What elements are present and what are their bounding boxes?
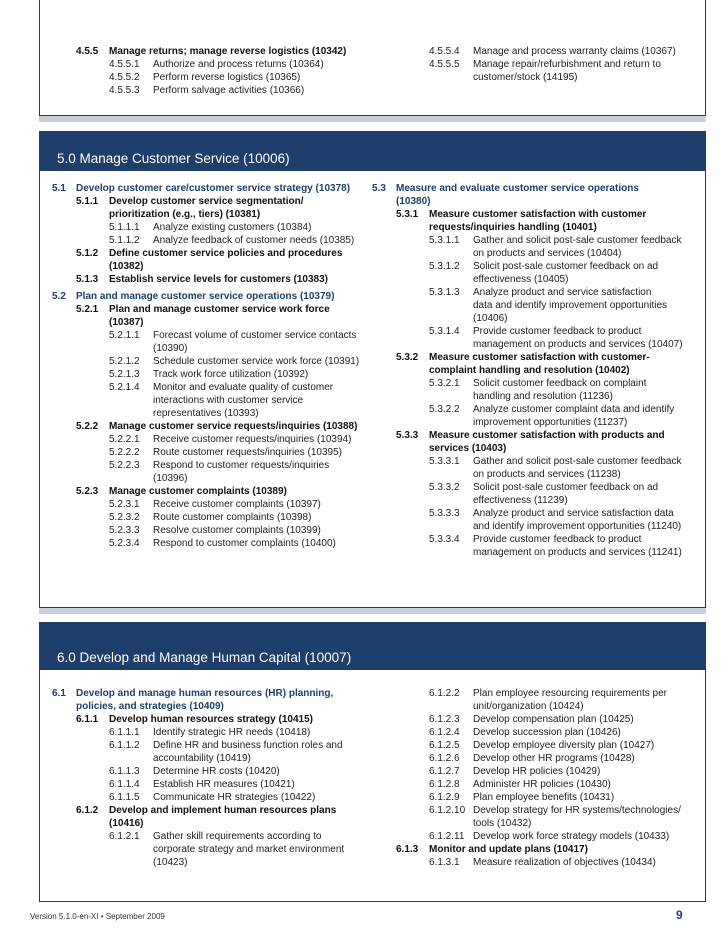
outline-text: Determine HR costs (10420) — [153, 766, 280, 777]
outline-text: Provide customer feedback to product — [473, 326, 642, 337]
outline-text: Develop human resources strategy (10415) — [109, 714, 313, 725]
outline-number: 5.1.2 — [76, 248, 99, 259]
outline-text: Manage customer service requests/inquiries (10388) — [109, 421, 358, 432]
outline-text: Analyze customer complaint data and identify — [473, 404, 675, 415]
outline-text: effectiveness (11239) — [473, 495, 568, 506]
outline-number: 5.3.1.2 — [429, 261, 460, 272]
outline-text: Gather and solicit post-sale customer feedback — [473, 456, 682, 467]
outline-text: (10416) — [109, 818, 144, 829]
outline-text: management on products and services (11241) — [473, 547, 682, 558]
outline-text: requests/inquiries handling (10401) — [429, 222, 597, 233]
outline-number: 6.1.2.10 — [429, 805, 466, 816]
outline-number: 5.2 — [52, 291, 66, 302]
outline-text: Analyze feedback of customer needs (10385) — [153, 235, 355, 246]
outline-number: 6.1.1.1 — [109, 727, 140, 738]
outline-text: (10423) — [153, 857, 188, 868]
outline-number: 6.1.2.3 — [429, 714, 460, 725]
outline-number: 6.1.1 — [76, 714, 99, 725]
outline-text: Establish service levels for customers (10383) — [109, 274, 329, 285]
outline-number: 4.5.5.1 — [109, 59, 140, 70]
outline-text: Measure and evaluate customer service operations — [396, 183, 639, 194]
outline-number: 6.1.1.2 — [109, 740, 140, 751]
outline-text: Manage and process warranty claims (10367) — [473, 46, 676, 57]
outline-text: management on products and services (10407) — [473, 339, 683, 350]
outline-text: Receive customer requests/inquiries (10394) — [153, 434, 352, 445]
outline-text: Develop compensation plan (10425) — [473, 714, 634, 725]
outline-text: (10387) — [109, 317, 144, 328]
outline-number: 5.1.1.1 — [109, 222, 140, 233]
outline-number: 5.3.2.1 — [429, 378, 460, 389]
outline-number: 6.1.2.8 — [429, 779, 460, 790]
outline-number: 6.1.2.9 — [429, 792, 460, 803]
outline-number: 5.3.3 — [396, 430, 419, 441]
outline-text: Develop other HR programs (10428) — [473, 753, 635, 764]
outline-text: Gather and solicit post-sale customer feedback — [473, 235, 682, 246]
outline-text: Route customer requests/inquiries (10395) — [153, 447, 342, 458]
outline-text: tools (10432) — [473, 818, 532, 829]
outline-text: Authorize and process returns (10364) — [153, 59, 324, 70]
outline-text: effectiveness (10405) — [473, 274, 569, 285]
outline-number: 6.1.2.6 — [429, 753, 460, 764]
outline-text: Route customer complaints (10398) — [153, 512, 312, 523]
outline-text: services (10403) — [429, 443, 507, 454]
outline-number: 5.1.1 — [76, 196, 99, 207]
outline-text: Develop HR policies (10429) — [473, 766, 601, 777]
outline-number: 5.2.3.2 — [109, 512, 140, 523]
outline-number: 4.5.5.2 — [109, 72, 140, 83]
outline-text: Develop succession plan (10426) — [473, 727, 621, 738]
outline-number: 6.1.2.2 — [429, 688, 460, 699]
panel-shadow — [39, 116, 706, 122]
outline-text: Develop work force strategy models (10433) — [473, 831, 670, 842]
outline-number: 5.3.3.2 — [429, 482, 460, 493]
outline-number: 5.3.1 — [396, 209, 419, 220]
outline-number: 5.2.2.3 — [109, 460, 140, 471]
outline-text: complaint handling and resolution (10402) — [429, 365, 630, 376]
outline-text: Manage returns; manage reverse logistics (10342) — [109, 46, 347, 57]
outline-text: prioritization (e.g., tiers) (10381) — [109, 209, 261, 220]
outline-text: (10406) — [473, 313, 508, 324]
outline-number: 5.2.2.1 — [109, 434, 140, 445]
outline-number: 5.3.2.2 — [429, 404, 460, 415]
footer-page-number: 9 — [676, 908, 683, 922]
outline-number: 6.1.1.5 — [109, 792, 140, 803]
outline-text: Receive customer complaints (10397) — [153, 499, 321, 510]
outline-text: Analyze product and service satisfaction — [473, 287, 652, 298]
outline-text: Solicit customer feedback on complaint — [473, 378, 647, 389]
outline-number: 6.1.2.4 — [429, 727, 460, 738]
outline-number: 5.3.1.3 — [429, 287, 460, 298]
outline-number: 6.1.3.1 — [429, 857, 460, 868]
outline-text: Solicit post-sale customer feedback on ad — [473, 261, 659, 272]
outline-text: Plan employee resourcing requirements per — [473, 688, 667, 699]
outline-text: Measure realization of objectives (10434) — [473, 857, 656, 868]
outline-number: 6.1 — [52, 688, 66, 699]
outline-text: Communicate HR strategies (10422) — [153, 792, 316, 803]
section-6-header — [39, 622, 706, 670]
outline-number: 6.1.2.11 — [429, 831, 465, 842]
outline-text: Develop employee diversity plan (10427) — [473, 740, 655, 751]
outline-text: Respond to customer requests/inquiries — [153, 460, 330, 471]
outline-text: Plan and manage customer service operations (10379) — [76, 291, 335, 302]
outline-number: 5.2.1.2 — [109, 356, 140, 367]
outline-number: 6.1.2.7 — [429, 766, 460, 777]
outline-text: unit/organization (10424) — [473, 701, 584, 712]
section-5-header — [39, 131, 706, 171]
outline-text: Resolve customer complaints (10399) — [153, 525, 321, 536]
outline-text: Define customer service policies and procedures — [109, 248, 343, 259]
outline-text: handling and resolution (11236) — [473, 391, 613, 402]
outline-number: 5.1.3 — [76, 274, 99, 285]
outline-text: (10390) — [153, 343, 188, 354]
section-5-title: 5.0 Manage Customer Service (10006) — [57, 151, 290, 166]
outline-number: 5.3.3.1 — [429, 456, 460, 467]
section-6-title: 6.0 Develop and Manage Human Capital (10007) — [57, 650, 352, 665]
outline-text: interactions with customer service — [153, 395, 304, 406]
outline-number: 6.1.2.1 — [109, 831, 140, 842]
outline-number: 4.5.5 — [76, 46, 99, 57]
outline-text: representatives (10393) — [153, 408, 259, 419]
outline-text: Develop customer care/customer service strategy (10378) — [76, 183, 351, 194]
outline-number: 5.2.1.4 — [109, 382, 140, 393]
outline-text: (10380) — [396, 196, 431, 207]
outline-number: 6.1.1.3 — [109, 766, 140, 777]
outline-text: policies, and strategies (10409) — [76, 701, 224, 712]
outline-number: 5.3.2 — [396, 352, 419, 363]
outline-text: Analyze existing customers (10384) — [153, 222, 312, 233]
outline-number: 5.1.1.2 — [109, 235, 140, 246]
outline-text: data and identify improvement opportunities — [473, 300, 668, 311]
outline-text: Plan employee benefits (10431) — [473, 792, 615, 803]
outline-number: 5.2.3 — [76, 486, 99, 497]
outline-text: Measure customer satisfaction with customer — [429, 209, 647, 220]
outline-text: on products and services (11238) — [473, 469, 621, 480]
outline-text: Administer HR policies (10430) — [473, 779, 611, 790]
outline-number: 5.3.1.4 — [429, 326, 460, 337]
outline-text: Respond to customer complaints (10400) — [153, 538, 336, 549]
outline-number: 5.2.1.1 — [109, 330, 140, 341]
outline-text: Develop and implement human resources plans — [109, 805, 337, 816]
outline-number: 5.2.1 — [76, 304, 99, 315]
outline-text: accountability (10419) — [153, 753, 251, 764]
outline-number: 5.2.3.1 — [109, 499, 140, 510]
outline-number: 5.3.3.3 — [429, 508, 460, 519]
outline-text: Provide customer feedback to product — [473, 534, 642, 545]
outline-number: 5.3.3.4 — [429, 534, 460, 545]
outline-number: 4.5.5.3 — [109, 85, 140, 96]
outline-text: Perform reverse logistics (10365) — [153, 72, 301, 83]
outline-text: Develop customer service segmentation/ — [109, 196, 304, 207]
outline-number: 5.2.3.3 — [109, 525, 140, 536]
outline-number: 6.1.1.4 — [109, 779, 140, 790]
outline-number: 4.5.5.4 — [429, 46, 460, 57]
outline-text: Plan and manage customer service work force — [109, 304, 330, 315]
outline-text: customer/stock (14195) — [473, 72, 578, 83]
outline-number: 6.1.2.5 — [429, 740, 460, 751]
outline-text: Manage customer complaints (10389) — [109, 486, 287, 497]
outline-number: 6.1.3 — [396, 844, 419, 855]
panel-shadow — [39, 608, 706, 614]
outline-text: Analyze product and service satisfaction data — [473, 508, 674, 519]
outline-number: 5.3.1.1 — [429, 235, 460, 246]
outline-text: Monitor and evaluate quality of customer — [153, 382, 334, 393]
outline-text: Manage repair/refurbishment and return to — [473, 59, 661, 70]
outline-number: 5.2.3.4 — [109, 538, 140, 549]
outline-number: 5.1 — [52, 183, 66, 194]
outline-text: Define HR and business function roles and — [153, 740, 343, 751]
outline-text: Gather skill requirements according to — [153, 831, 322, 842]
outline-text: Measure customer satisfaction with customer- — [429, 352, 650, 363]
outline-number: 5.3 — [372, 183, 386, 194]
outline-text: and identify improvement opportunities (11240) — [473, 521, 682, 532]
outline-number: 5.2.2.2 — [109, 447, 140, 458]
outline-text: (10396) — [153, 473, 188, 484]
footer-version: Version 5.1.0-en-XI • September 2009 — [30, 912, 165, 921]
outline-text: Identify strategic HR needs (10418) — [153, 727, 311, 738]
outline-text: Monitor and update plans (10417) — [429, 844, 588, 855]
outline-text: improvement opportunities (11237) — [473, 417, 628, 428]
outline-text: corporate strategy and market environment — [153, 844, 345, 855]
outline-number: 5.2.1.3 — [109, 369, 140, 380]
outline-text: Develop and manage human resources (HR) planning, — [76, 688, 334, 699]
outline-text: Schedule customer service work force (10391) — [153, 356, 360, 367]
outline-number: 5.2.2 — [76, 421, 99, 432]
outline-number: 6.1.2 — [76, 805, 99, 816]
outline-text: Establish HR measures (10421) — [153, 779, 295, 790]
outline-text: Perform salvage activities (10366) — [153, 85, 305, 96]
outline-text: Develop strategy for HR systems/technologies/ — [473, 805, 681, 816]
outline-text: (10382) — [109, 261, 144, 272]
outline-text: Forecast volume of customer service contacts — [153, 330, 357, 341]
outline-text: Solicit post-sale customer feedback on ad — [473, 482, 659, 493]
outline-text: Measure customer satisfaction with products and — [429, 430, 665, 441]
outline-text: on products and services (10404) — [473, 248, 622, 259]
outline-number: 4.5.5.5 — [429, 59, 460, 70]
outline-text: Track work force utilization (10392) — [153, 369, 309, 380]
